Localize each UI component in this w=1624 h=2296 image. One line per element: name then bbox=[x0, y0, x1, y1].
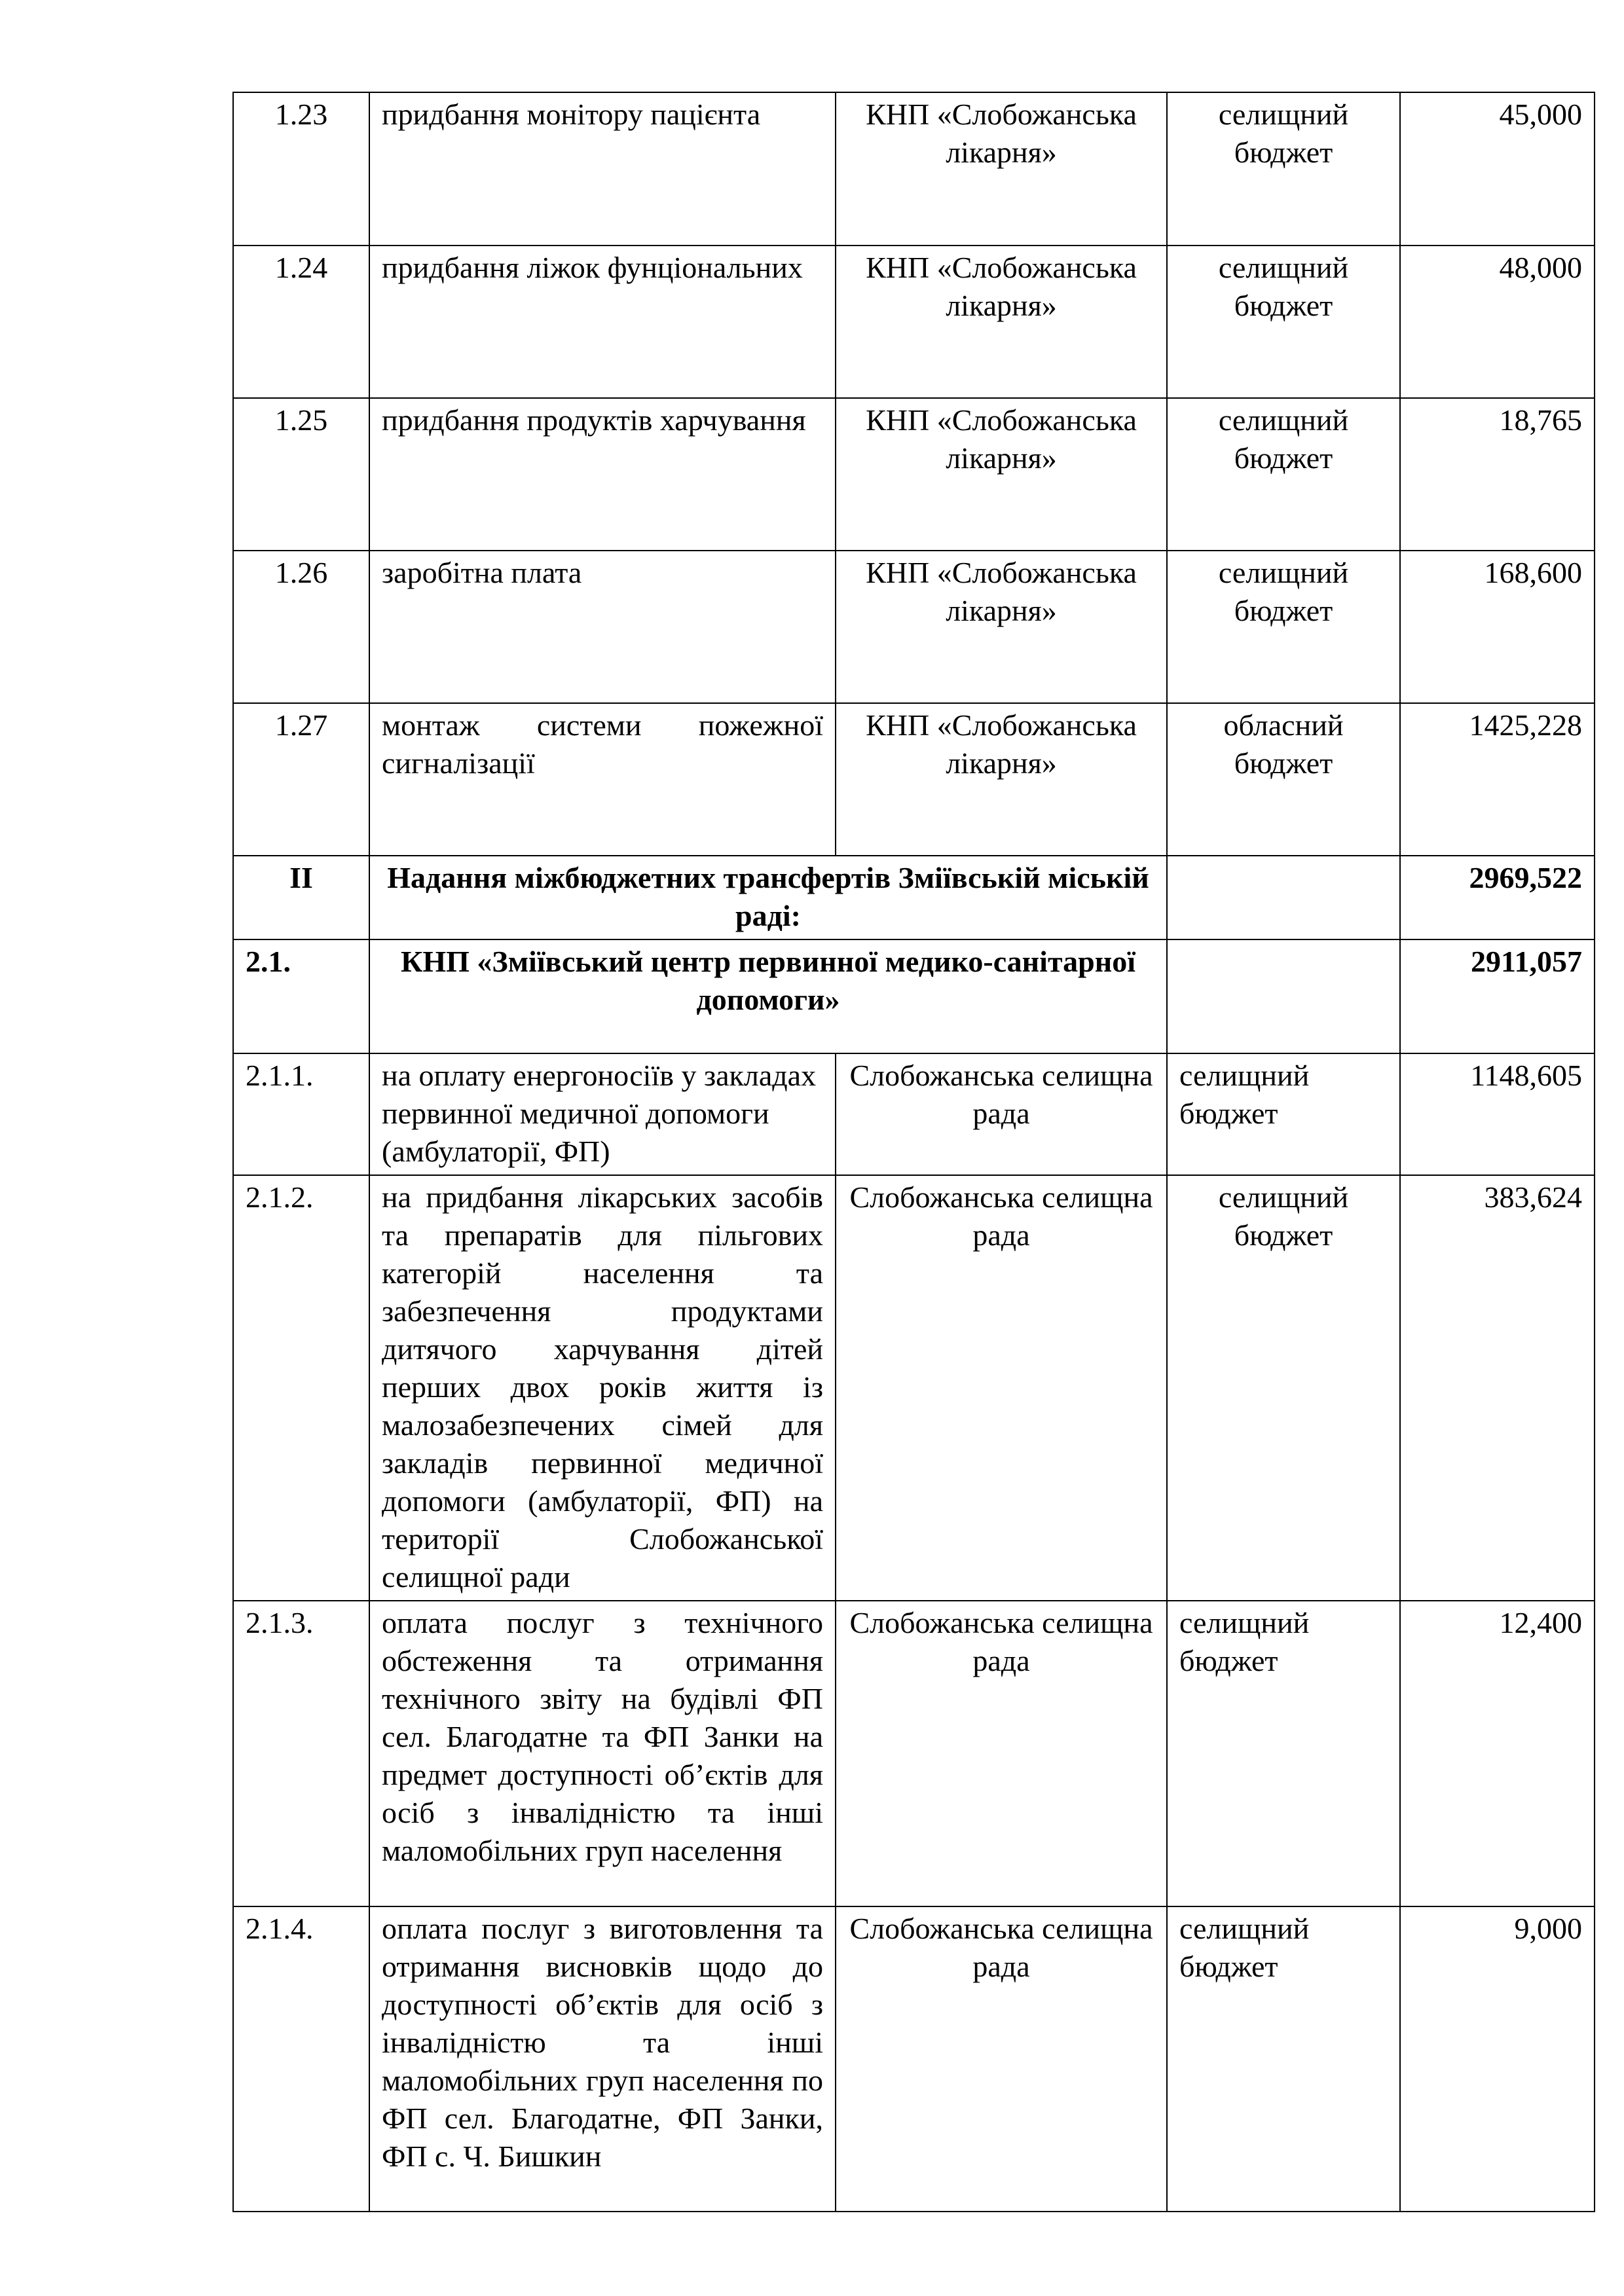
table-row bbox=[233, 703, 1595, 856]
subsection-number: 2.1. bbox=[233, 939, 369, 1053]
row-executor: Слобожанська селищна рада bbox=[836, 1053, 1167, 1175]
row-executor: КНП «Слобожанська лікарня» bbox=[836, 92, 1167, 246]
row-executor: КНП «Слобожанська лікарня» bbox=[836, 246, 1167, 398]
row-number: 1.27 bbox=[233, 703, 369, 856]
row-executor: КНП «Слобожанська лікарня» bbox=[836, 551, 1167, 703]
row-description: придбання продуктів харчування bbox=[369, 398, 836, 551]
row-amount: 45,000 bbox=[1400, 92, 1595, 246]
row-amount: 1425,228 bbox=[1400, 703, 1595, 856]
row-amount: 9,000 bbox=[1400, 1906, 1595, 2212]
row-executor: КНП «Слобожанська лікарня» bbox=[836, 703, 1167, 856]
table-row bbox=[233, 1053, 1595, 1175]
row-funding-source: обласний бюджет bbox=[1167, 703, 1400, 856]
row-description: заробітна плата bbox=[369, 551, 836, 703]
table-row bbox=[233, 551, 1595, 703]
row-amount: 168,600 bbox=[1400, 551, 1595, 703]
row-funding-source: селищний бюджет bbox=[1167, 246, 1400, 398]
row-number: 2.1.4. bbox=[233, 1906, 369, 2212]
table-row bbox=[233, 92, 1595, 246]
row-executor: Слобожанська селищна рада bbox=[836, 1601, 1167, 1906]
budget-table bbox=[232, 92, 1595, 2212]
row-description: оплата послуг з технічного обстеження та отримання технічного звіту на будівлі ФП сел. Благодатне та ФП Занки на предмет доступності об’єктів для осіб з інвалідністю та інші маломобільних груп населення bbox=[369, 1601, 836, 1906]
row-number: 2.1.3. bbox=[233, 1601, 369, 1906]
row-description: придбання монітору пацієнта bbox=[369, 92, 836, 246]
row-amount: 12,400 bbox=[1400, 1601, 1595, 1906]
row-funding-source: селищний бюджет bbox=[1167, 1175, 1400, 1601]
row-number: 1.25 bbox=[233, 398, 369, 551]
row-description: придбання ліжок фунціональних bbox=[369, 246, 836, 398]
row-funding-source: селищний бюджет bbox=[1167, 1906, 1400, 2212]
table-row bbox=[233, 1601, 1595, 1906]
row-number: 1.24 bbox=[233, 246, 369, 398]
row-number: 1.26 bbox=[233, 551, 369, 703]
row-amount: 1148,605 bbox=[1400, 1053, 1595, 1175]
table-row bbox=[233, 1906, 1595, 2212]
row-description: монтаж системи пожежної сигналізації bbox=[369, 703, 836, 856]
row-description: на придбання лікарських засобів та препаратів для пільгових категорій населення та забезпечення продуктами дитячого харчування дітей перших двох років життя із малозабезпечених сімей для закладів первинної медичної допомоги (амбулаторії, ФП) на території Слобожанської селищної ради bbox=[369, 1175, 836, 1601]
subsection-row bbox=[233, 939, 1595, 1053]
row-funding-source: селищний бюджет bbox=[1167, 398, 1400, 551]
row-executor: Слобожанська селищна рада bbox=[836, 1906, 1167, 2212]
subsection-amount: 2911,057 bbox=[1400, 939, 1595, 1053]
row-executor: Слобожанська селищна рада bbox=[836, 1175, 1167, 1601]
row-executor: КНП «Слобожанська лікарня» bbox=[836, 398, 1167, 551]
subsection-empty-cell bbox=[1167, 939, 1400, 1053]
row-amount: 18,765 bbox=[1400, 398, 1595, 551]
section-empty-cell bbox=[1167, 856, 1400, 939]
row-description: оплата послуг з виготовлення та отримання висновків щодо до доступності об’єктів для осіб з інвалідністю та інші маломобільних груп населення по ФП сел. Благодатне, ФП Занки, ФП с. Ч. Бишкин bbox=[369, 1906, 836, 2212]
row-funding-source: селищний бюджет bbox=[1167, 1601, 1400, 1906]
row-description: на оплату енергоносіїв у закладах первинної медичної допомоги (амбулаторії, ФП) bbox=[369, 1053, 836, 1175]
table-row bbox=[233, 1175, 1595, 1601]
section-number: II bbox=[233, 856, 369, 939]
row-funding-source: селищний бюджет bbox=[1167, 551, 1400, 703]
section-amount: 2969,522 bbox=[1400, 856, 1595, 939]
row-number: 1.23 bbox=[233, 92, 369, 246]
section-title: Надання міжбюджетних трансфертів Зміївській міській раді: bbox=[369, 856, 1167, 939]
row-funding-source: селищний бюджет bbox=[1167, 92, 1400, 246]
row-funding-source: селищний бюджет bbox=[1167, 1053, 1400, 1175]
row-number: 2.1.1. bbox=[233, 1053, 369, 1175]
table-row bbox=[233, 246, 1595, 398]
section-row bbox=[233, 856, 1595, 939]
row-number: 2.1.2. bbox=[233, 1175, 369, 1601]
row-amount: 383,624 bbox=[1400, 1175, 1595, 1601]
subsection-title: КНП «Зміївський центр первинної медико-санітарної допомоги» bbox=[369, 939, 1167, 1053]
table-row bbox=[233, 398, 1595, 551]
row-amount: 48,000 bbox=[1400, 246, 1595, 398]
